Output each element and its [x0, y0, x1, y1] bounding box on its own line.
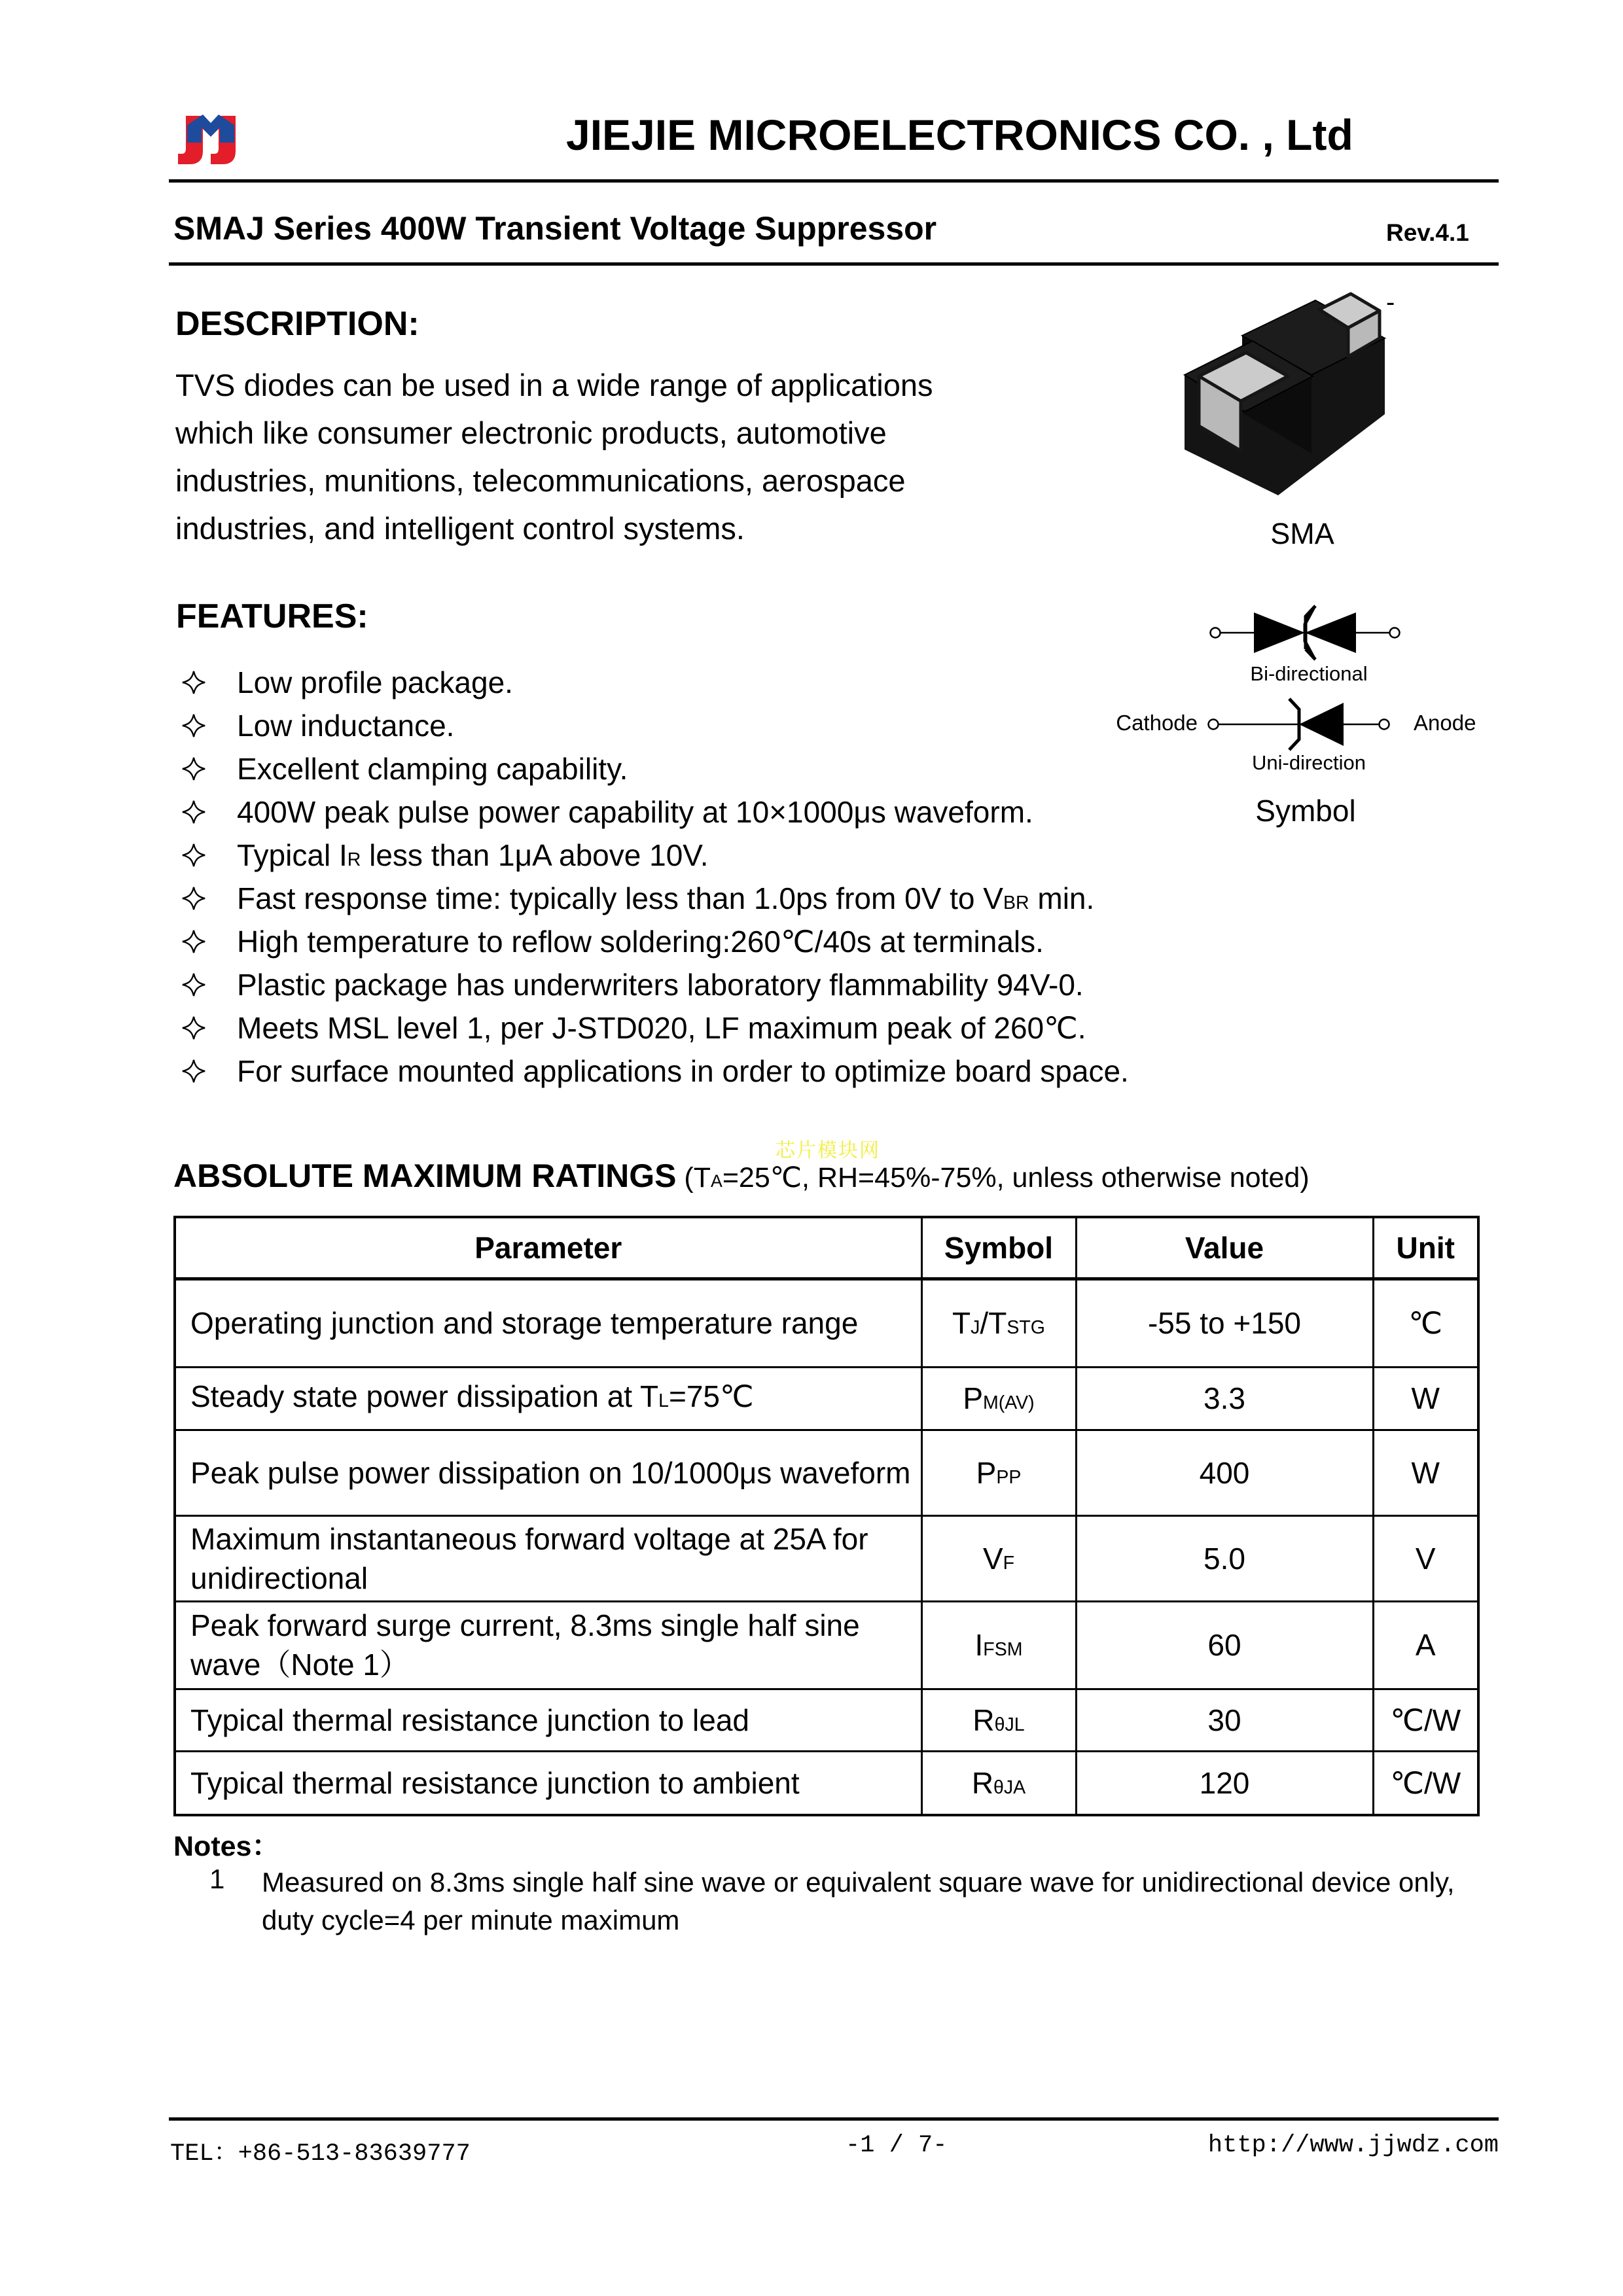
diamond-bullet-icon: [182, 1059, 205, 1083]
cell-unit: A: [1373, 1601, 1478, 1689]
bidirectional-diode-icon: [1209, 603, 1400, 662]
table-row: [175, 1689, 1478, 1751]
description-paragraph: [175, 361, 933, 552]
cell-value: 5.0: [1076, 1515, 1373, 1601]
table-row: [175, 1751, 1478, 1815]
note-item: [209, 1863, 1455, 1939]
company-name: JIEJIE MICROELECTRONICS CO. , Ltd: [566, 111, 1353, 159]
header-rule: [169, 179, 1499, 183]
diamond-bullet-icon: [182, 843, 205, 867]
cell-symbol: PPP: [921, 1430, 1076, 1515]
cell-value: 30: [1076, 1689, 1373, 1751]
sma-package-figure: [1144, 278, 1406, 508]
diamond-bullet-icon: [182, 887, 205, 910]
cell-symbol: VF: [921, 1515, 1076, 1601]
description-line: which like consumer electronic products, automotive: [175, 415, 887, 450]
footer-url: http://www.jjwdz.com: [1207, 2132, 1499, 2159]
ratings-heading-bold: ABSOLUTE MAXIMUM RATINGS: [173, 1157, 677, 1194]
feature-item: [182, 1050, 1129, 1093]
table-row: [175, 1279, 1478, 1367]
footer-page-number: -1 / 7-: [846, 2132, 948, 2159]
cell-unit: V: [1373, 1515, 1478, 1601]
cell-symbol: RθJL: [921, 1689, 1076, 1751]
footer-rule: [169, 2117, 1499, 2121]
diamond-bullet-icon: [182, 757, 205, 781]
feature-item: [182, 1006, 1129, 1050]
col-header-unit: Unit: [1373, 1217, 1478, 1279]
unidirectional-diode-icon: [1207, 696, 1404, 751]
feature-text: High temperature to reflow soldering:260℃/40s at terminals.: [237, 925, 1044, 959]
note-number: 1: [209, 1863, 225, 1894]
feature-text: Fast response time: typically less than 1.0ps from 0V to VBR min.: [237, 881, 1095, 915]
feature-item: [182, 920, 1129, 963]
jiejie-logo: [177, 105, 245, 169]
description-line: industries, munitions, telecommunications, aerospace: [175, 463, 906, 498]
cell-parameter: Steady state power dissipation at TL=75℃: [175, 1367, 921, 1430]
cell-symbol: TJ/TSTG: [921, 1279, 1076, 1367]
cell-parameter: Maximum instantaneous forward voltage at 25A for unidirectional: [175, 1515, 921, 1601]
feature-text: For surface mounted applications in order to optimize board space.: [237, 1054, 1129, 1088]
cell-unit: ℃/W: [1373, 1751, 1478, 1815]
diamond-bullet-icon: [182, 714, 205, 737]
polarity-mark: -: [1386, 288, 1395, 317]
feature-text: Plastic package has underwriters laboratory flammability 94V-0.: [237, 968, 1084, 1002]
cell-parameter: Peak forward surge current, 8.3ms single half sine wave（Note 1）: [175, 1601, 921, 1689]
feature-item: [182, 790, 1129, 834]
diamond-bullet-icon: [182, 800, 205, 824]
col-header-value: Value: [1076, 1217, 1373, 1279]
bidirectional-label: Bi-directional: [1250, 662, 1368, 685]
feature-text: 400W peak pulse power capability at 10×1000μs waveform.: [237, 795, 1033, 829]
diamond-bullet-icon: [182, 1016, 205, 1040]
table-row: [175, 1515, 1478, 1601]
cell-unit: ℃: [1373, 1279, 1478, 1367]
cell-parameter: Operating junction and storage temperature range: [175, 1279, 921, 1367]
notes-heading: Notes：: [173, 1831, 280, 1862]
feature-item: [182, 704, 1129, 747]
cell-parameter: Typical thermal resistance junction to lead: [175, 1689, 921, 1751]
feature-text: Meets MSL level 1, per J-STD020, LF maximum peak of 260℃.: [237, 1011, 1086, 1045]
diamond-bullet-icon: [182, 671, 205, 694]
watermark-text: 芯片模块网: [776, 1140, 880, 1161]
page-title: SMAJ Series 400W Transient Voltage Suppressor: [173, 210, 937, 247]
cell-value: 60: [1076, 1601, 1373, 1689]
feature-text: Low inductance.: [237, 709, 455, 743]
table-header-row: [175, 1217, 1478, 1279]
notes-list: [209, 1863, 1455, 1939]
table-row: [175, 1601, 1478, 1689]
cell-symbol: IFSM: [921, 1601, 1076, 1689]
description-line: TVS diodes can be used in a wide range of applications: [175, 368, 933, 402]
cell-parameter: Typical thermal resistance junction to ambient: [175, 1751, 921, 1815]
table-row: [175, 1430, 1478, 1515]
col-header-parameter: Parameter: [175, 1217, 921, 1279]
cell-value: 120: [1076, 1751, 1373, 1815]
unidirectional-label: Uni-direction: [1251, 751, 1366, 774]
cell-symbol: PM(AV): [921, 1367, 1076, 1430]
feature-text: Low profile package.: [237, 665, 513, 699]
description-line: industries, and intelligent control systems.: [175, 511, 745, 546]
anode-label: Anode: [1414, 711, 1476, 735]
feature-item: [182, 834, 1129, 877]
cell-value: -55 to +150: [1076, 1279, 1373, 1367]
feature-item: [182, 963, 1129, 1006]
features-heading: FEATURES:: [176, 597, 368, 635]
ratings-table: [173, 1216, 1480, 1816]
cell-symbol: RθJA: [921, 1751, 1076, 1815]
cathode-label: Cathode: [1116, 711, 1198, 735]
note-text: Measured on 8.3ms single half sine wave or equivalent square wave for unidirectional device only, duty cycle=4 per minute maximum: [262, 1867, 1455, 1935]
feature-text: Typical IR less than 1μA above 10V.: [237, 838, 709, 872]
feature-item: [182, 661, 1129, 704]
table-row: [175, 1367, 1478, 1430]
cell-unit: W: [1373, 1430, 1478, 1515]
description-heading: DESCRIPTION:: [175, 305, 419, 343]
col-header-symbol: Symbol: [921, 1217, 1076, 1279]
title-rule: [169, 262, 1499, 266]
revision-label: Rev.4.1: [1386, 219, 1469, 246]
cell-unit: ℃/W: [1373, 1689, 1478, 1751]
ratings-heading-conditions: (TA=25℃, RH=45%-75%, unless otherwise noted): [676, 1162, 1310, 1193]
cell-value: 3.3: [1076, 1367, 1373, 1430]
cell-value: 400: [1076, 1430, 1373, 1515]
feature-text: Excellent clamping capability.: [237, 752, 628, 786]
package-label: SMA: [1270, 517, 1334, 550]
cell-parameter: Peak pulse power dissipation on 10/1000μs waveform: [175, 1430, 921, 1515]
ratings-heading: [173, 1157, 1310, 1195]
symbol-caption: Symbol: [1255, 794, 1356, 828]
cell-unit: W: [1373, 1367, 1478, 1430]
footer-telephone: TEL：+86-513-83639777: [170, 2140, 471, 2168]
diamond-bullet-icon: [182, 973, 205, 997]
features-list: [182, 661, 1129, 1093]
feature-item: [182, 877, 1129, 920]
feature-item: [182, 747, 1129, 790]
diamond-bullet-icon: [182, 930, 205, 953]
